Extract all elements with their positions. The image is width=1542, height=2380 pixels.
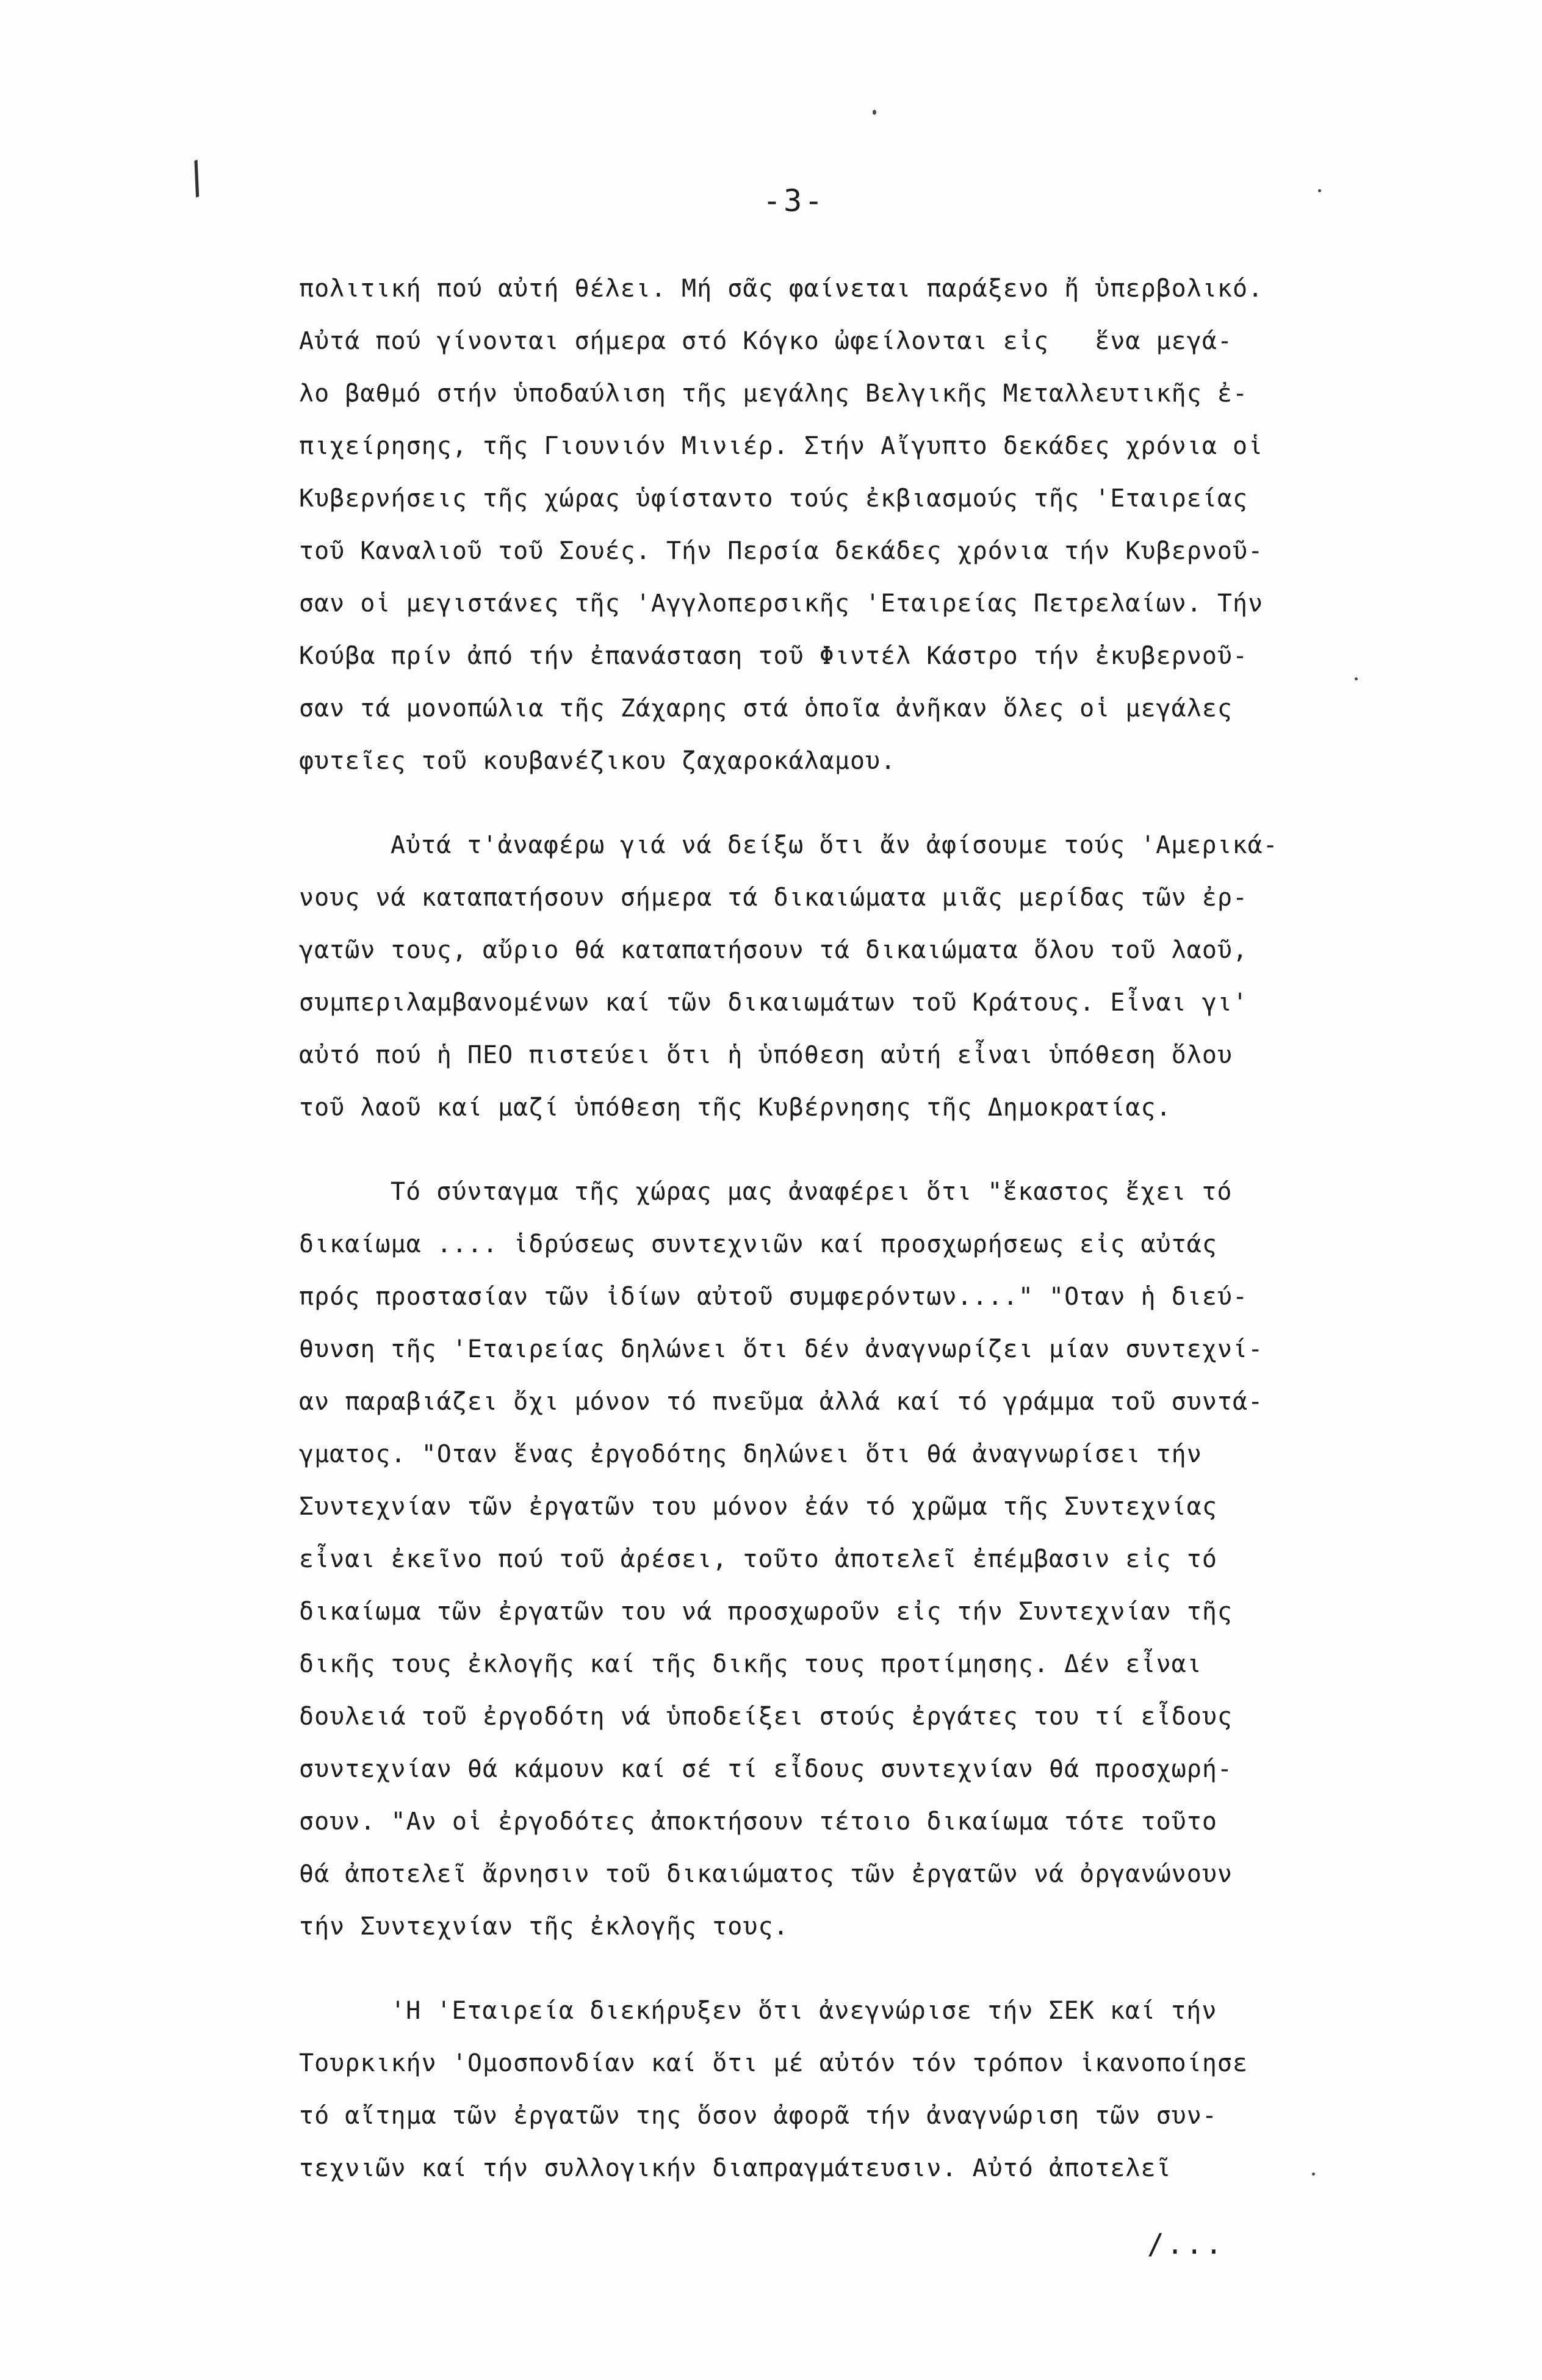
text-line: Αὐτά τ'ἀναφέρω γιά νά δείξω ὅτι ἄν ἀφίσουμε τούς 'Αμερικά- [391, 831, 1278, 859]
text-line: Τουρκικήν 'Ομοσπονδίαν καί ὅτι μέ αὐτόν τόν τρόπον ἱκανοποίησε [299, 2049, 1248, 2077]
text-line: δικῆς τους ἐκλογῆς καί τῆς δικῆς τους προτίμησης. Δέν εἶναι [299, 1650, 1202, 1678]
text-line: τοῦ Καναλιοῦ τοῦ Σουές. Τήν Περσία δεκάδες χρόνια τήν Κυβερνοῦ- [299, 537, 1264, 565]
text-line: νους νά καταπατήσουν σήμερα τά δικαιώματα μιᾶς μερίδας τῶν ἐρ- [299, 884, 1248, 912]
text-line: φυτεῖες τοῦ κουβανέζικου ζαχαροκάλαμου. [299, 747, 896, 775]
text-line: θά ἀποτελεῖ ἄρνησιν τοῦ δικαιώματος τῶν ἐργατῶν νά ὀργανώνουν [299, 1860, 1233, 1888]
paragraph-3 [299, 1166, 1373, 1953]
text-line: Κούβα πρίν ἀπό τήν ἐπανάσταση τοῦ Φιντέλ Κάστρο τήν ἐκυβερνοῦ- [299, 642, 1248, 670]
text-line: πιχείρησης, τῆς Γιουνιόν Μινιέρ. Στήν Αἴγυπτο δεκάδες χρόνια οἱ [299, 432, 1264, 460]
scan-speck [873, 110, 876, 115]
text-line: δικαίωμα τῶν ἐργατῶν του νά προσχωροῦν εἰς τήν Συντεχνίαν τῆς [299, 1598, 1233, 1626]
text-line: πρός προστασίαν τῶν ἰδίων αὐτοῦ συμφερόντων...." "Οταν ἡ διεύ- [299, 1283, 1248, 1311]
text-line: συμπεριλαμβανομένων καί τῶν δικαιωμάτων τοῦ Κράτους. Εἶναι γι' [299, 989, 1248, 1017]
text-line: πολιτική πού αὐτή θέλει. Μή σᾶς φαίνεται παράξενο ἤ ὑπερβολικό. [299, 275, 1264, 303]
text-line: τήν Συντεχνίαν τῆς ἐκλογῆς τους. [299, 1913, 789, 1941]
text-line: εἶναι ἐκεῖνο πού τοῦ ἀρέσει, τοῦτο ἀποτελεῖ ἐπέμβασιν εἰς τό [299, 1545, 1217, 1573]
text-line: δικαίωμα .... ἱδρύσεως συντεχνιῶν καί προσχωρήσεως εἰς αὐτάς [299, 1230, 1217, 1258]
page-number: -3- [763, 183, 826, 218]
text-line: Τό σύνταγμα τῆς χώρας μας ἀναφέρει ὅτι "ἕκαστος ἔχει τό [391, 1178, 1233, 1206]
text-line: σουν. "Αν οἱ ἐργοδότες ἀποκτήσουν τέτοιο δικαίωμα τότε τοῦτο [299, 1808, 1217, 1836]
text-line: σαν οἱ μεγιστάνες τῆς 'Αγγλοπερσικῆς 'Εταιρείας Πετρελαίων. Τήν [299, 590, 1264, 618]
text-line: αὐτό πού ἡ ΠΕΟ πιστεύει ὅτι ἡ ὑπόθεση αὐτή εἶναι ὑπόθεση ὅλου [299, 1041, 1233, 1069]
text-line: γματος. "Οταν ἕνας ἐργοδότης δηλώνει ὅτι θά ἀναγνωρίσει τήν [299, 1440, 1202, 1468]
text-line: δουλειά τοῦ ἐργοδότη νά ὑποδείξει στούς ἐργάτες του τί εἶδους [299, 1703, 1233, 1731]
text-line: αν παραβιάζει ὄχι μόνον τό πνεῦμα ἀλλά καί τό γράμμα τοῦ συντά- [299, 1388, 1264, 1416]
text-line: τοῦ λαοῦ καί μαζί ὑπόθεση τῆς Κυβέρνησης τῆς Δημοκρατίας. [299, 1094, 1172, 1122]
paragraph-4 [299, 1985, 1373, 2194]
scan-speck [1318, 189, 1321, 192]
text-line: Αὐτά πού γίνονται σήμερα στό Κόγκο ὠφείλονται εἰς ἕνα μεγά- [299, 327, 1233, 355]
text-line: 'Η 'Εταιρεία διεκήρυξεν ὅτι ἀνεγνώρισε τήν ΣΕΚ καί τήν [391, 1997, 1217, 2025]
paragraph-1 [299, 262, 1373, 787]
continuation-mark: /... [1147, 2227, 1225, 2260]
text-line: τεχνιῶν καί τήν συλλογικήν διαπραγμάτευσιν. Αὐτό ἀποτελεῖ [299, 2154, 1172, 2182]
text-line: Κυβερνήσεις τῆς χώρας ὑφίσταντο τούς ἐκβιασμούς τῆς 'Εταιρείας [299, 485, 1248, 513]
text-line: τό αἴτημα τῶν ἐργατῶν της ὅσον ἀφορᾶ τήν ἀναγνώριση τῶν συν- [299, 2102, 1217, 2130]
text-line: θυνση τῆς 'Εταιρείας δηλώνει ὅτι δέν ἀναγνωρίζει μίαν συντεχνί- [299, 1335, 1264, 1363]
margin-mark: / [181, 151, 212, 204]
text-line: σαν τά μονοπώλια τῆς Ζάχαρης στά ὁποῖα ἀνῆκαν ὅλες οἱ μεγάλες [299, 694, 1233, 723]
text-line: γατῶν τους, αὔριο θά καταπατήσουν τά δικαιώματα ὅλου τοῦ λαοῦ, [299, 936, 1248, 964]
text-line: λο βαθμό στήν ὑποδαύλιση τῆς μεγάλης Βελγικῆς Μεταλλευτικῆς ἐ- [299, 380, 1248, 408]
text-line: Συντεχνίαν τῶν ἐργατῶν του μόνον ἐάν τό χρῶμα τῆς Συντεχνίας [299, 1493, 1217, 1521]
body-text [299, 262, 1373, 2194]
paragraph-2 [299, 819, 1373, 1134]
text-line: συντεχνίαν θά κάμουν καί σέ τί εἶδους συντεχνίαν θά προσχωρή- [299, 1755, 1233, 1783]
